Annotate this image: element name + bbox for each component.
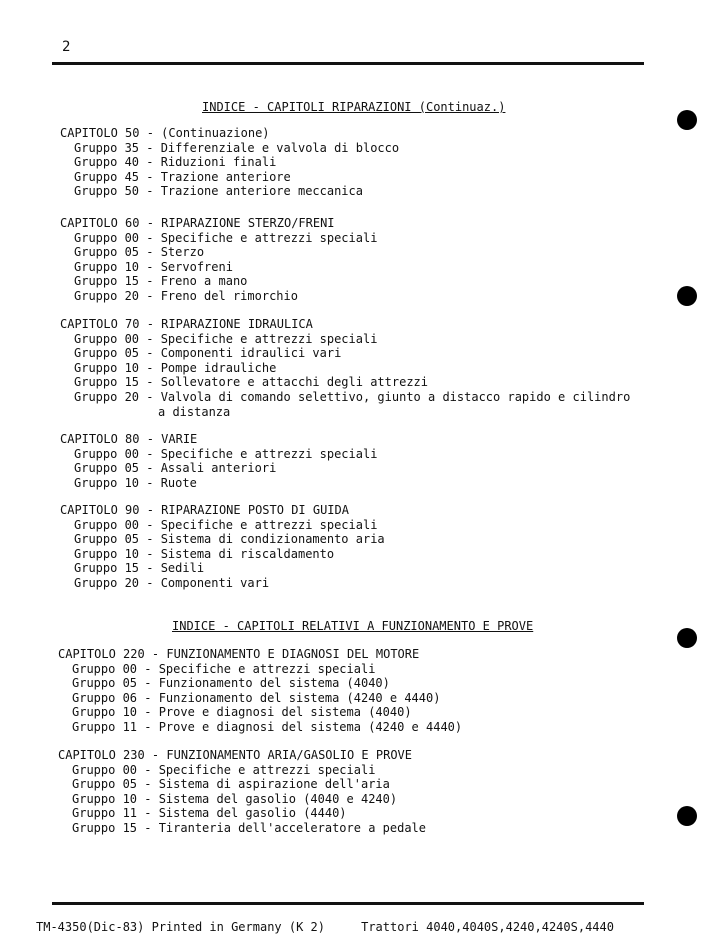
group-line: Gruppo 00 - Specifiche e attrezzi speciali [74,331,378,346]
group-line: Gruppo 05 - Sterzo [74,245,205,260]
chapter-title: CAPITOLO 230 - FUNZIONAMENTO ARIA/GASOLIO E PROVE [58,748,413,762]
binder-hole-icon [677,286,697,306]
group-line: Gruppo 00 - Specifiche e attrezzi speciali [72,661,376,676]
group-line: Gruppo 06 - Funzionamento del sistema (4240 e 4440) [72,690,441,705]
page-number: 2 [62,39,71,55]
group-line: Gruppo 15 - Sedili [74,561,205,576]
index-heading-repairs: INDICE - CAPITOLI RIPARAZIONI (Continuaz.) [202,100,506,114]
group-line: Gruppo 05 - Funzionamento del sistema (4040) [72,676,390,691]
group-line: Gruppo 15 - Sollevatore e attacchi degli attrezzi [74,375,429,390]
group-line: Gruppo 10 - Sistema di riscaldamento [74,546,335,561]
chapter-title: CAPITOLO 80 - VARIE [60,432,198,446]
group-line: Gruppo 00 - Specifiche e attrezzi speciali [72,762,376,777]
chapter-70 [60,317,660,419]
group-line: Gruppo 00 - Specifiche e attrezzi speciali [74,230,378,245]
bottom-rule [52,902,644,905]
group-line: Gruppo 10 - Ruote [74,475,197,490]
group-line: Gruppo 20 - Componenti vari [74,575,270,590]
binder-hole-icon [677,806,697,826]
chapter-230 [58,748,658,836]
group-line: Gruppo 50 - Trazione anteriore meccanica [74,184,363,199]
binder-hole-icon [677,110,697,130]
chapter-title: CAPITOLO 90 - RIPARAZIONE POSTO DI GUIDA [60,503,349,517]
footer [36,920,614,934]
group-line: Gruppo 15 - Freno a mano [74,274,248,289]
group-line: Gruppo 10 - Servofreni [74,259,233,274]
footer-models: Trattori 4040,4040S,4240,4240S,4440 [361,920,614,934]
group-line: Gruppo 05 - Sistema di aspirazione dell'aria [72,777,390,792]
group-line: Gruppo 05 - Sistema di condizionamento aria [74,532,385,547]
group-line: Gruppo 05 - Assali anteriori [74,461,277,476]
chapter-220 [58,647,658,735]
group-line: Gruppo 20 - Valvola di comando selettivo, giunto a distacco rapido e cilindro [74,389,631,404]
chapter-title: CAPITOLO 50 - (Continuazione) [60,126,270,140]
group-line: Gruppo 10 - Pompe idrauliche [74,360,277,375]
chapter-title: CAPITOLO 60 - RIPARAZIONE STERZO/FRENI [60,216,335,230]
footer-document-code: TM-4350(Dic-83) Printed in Germany (K 2) [36,920,325,934]
chapter-80 [60,432,660,490]
top-rule [52,62,644,65]
chapter-title: CAPITOLO 70 - RIPARAZIONE IDRAULICA [60,317,313,331]
chapter-60 [60,216,660,304]
group-line: Gruppo 00 - Specifiche e attrezzi speciali [74,517,378,532]
group-line: Gruppo 20 - Freno del rimorchio [74,288,298,303]
chapter-90 [60,503,660,591]
group-line: Gruppo 00 - Specifiche e attrezzi speciali [74,446,378,461]
index-heading-operation: INDICE - CAPITOLI RELATIVI A FUNZIONAMENTO E PROVE [172,619,534,633]
chapter-title: CAPITOLO 220 - FUNZIONAMENTO E DIAGNOSI DEL MOTORE [58,647,420,661]
binder-hole-icon [677,628,697,648]
group-line: Gruppo 11 - Prove e diagnosi del sistema (4240 e 4440) [72,719,463,734]
chapter-50 [60,126,660,199]
group-line: Gruppo 40 - Riduzioni finali [74,155,277,170]
group-line: Gruppo 35 - Differenziale e valvola di blocco [74,140,400,155]
group-line: Gruppo 05 - Componenti idraulici vari [74,346,342,361]
group-continuation: a distanza [158,404,231,419]
group-line: Gruppo 45 - Trazione anteriore [74,169,291,184]
group-line: Gruppo 10 - Prove e diagnosi del sistema (4040) [72,705,412,720]
group-line: Gruppo 15 - Tiranteria dell'acceleratore a pedale [72,820,427,835]
group-line: Gruppo 10 - Sistema del gasolio (4040 e 4240) [72,791,398,806]
group-line: Gruppo 11 - Sistema del gasolio (4440) [72,806,347,821]
